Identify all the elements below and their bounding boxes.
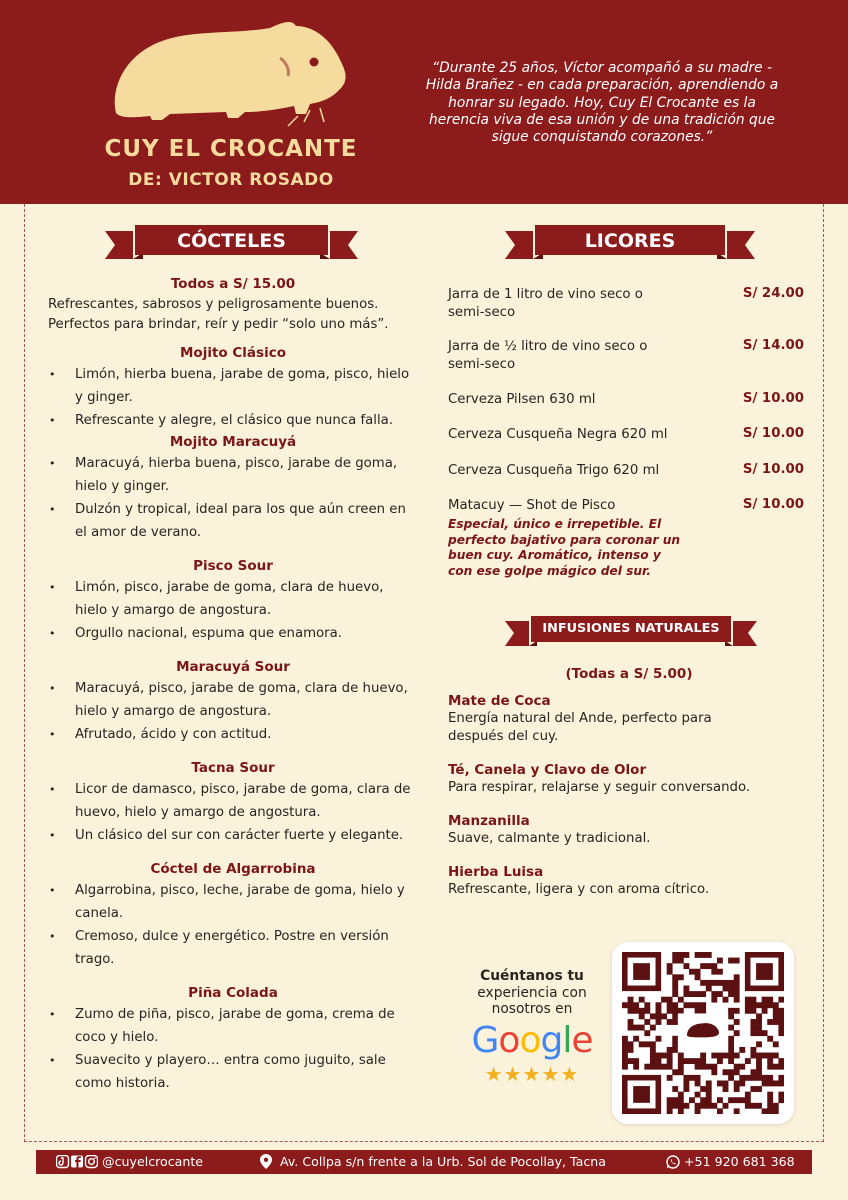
liquor-price: S/ 10.00 [742,426,804,441]
licores-banner [505,225,755,261]
google-review-block [466,968,598,1085]
cocteles-banner [105,225,358,261]
cocktail-item [48,983,418,1095]
infusion-name: Hierba Luisa [448,864,544,880]
liquor-note: Especial, único e irrepetible. El perfecto bajativo para coronar un buen cuy. Aromático, intenso y con ese golpe mágico del sur. [448,517,681,578]
cocktail-name: Mojito Clásico [180,345,286,361]
liquor-price: S/ 10.00 [742,497,804,512]
cocktail-bullet: • Licor de damasco, pisco, jarabe de goma, clara de huevo, hielo y amargo de angostura. [48,778,418,824]
footer-address-text: Av. Collpa s/n frente a la Urb. Sol de Pocollay, Tacna [280,1154,606,1169]
cocktail-name: Maracuyá Sour [176,659,290,675]
liquor-price: S/ 10.00 [742,391,804,406]
infusion-desc: Para respirar, relajarse y seguir conversando. [448,780,751,795]
liquor-name: Jarra de 1 litro de vino seco o semi-seco [448,287,643,320]
liquor-name: Cerveza Pilsen 630 ml [448,392,596,407]
infusion-item [448,864,810,899]
liquor-price: S/ 10.00 [742,462,804,477]
google-logo: Google [471,1020,593,1061]
cocktail-item [48,859,418,971]
cocktail-name: Pisco Sour [193,558,273,574]
cocktail-bullet: • Cremoso, dulce y energético. Postre en versión trago. [48,925,418,971]
footer-social-handle: @cuyelcrocante [102,1154,204,1169]
infusiones-title: INFUSIONES NATURALES [542,621,720,636]
infusion-item [448,693,810,745]
footer-address [260,1154,606,1169]
whatsapp-icon [666,1155,680,1169]
cocktail-item [48,343,418,432]
cocktail-item [48,432,418,544]
liquor-price: S/ 14.00 [742,338,804,353]
cocktail-bullet: • Refrescante y alegre, el clásico que nunca falla. [48,409,418,432]
guinea-pig-silhouette-icon [110,18,355,128]
cocteles-description: Refrescantes, sabrosos y peligrosamente buenos. Perfectos para brindar, reír y pedir “solo uno más”. [48,297,389,332]
infusiones-banner [505,616,757,652]
cocktail-name: Tacna Sour [191,760,275,776]
brand-name: CUY EL CROCANTE [104,136,358,162]
social-media-icons [56,1155,98,1169]
footer-bar [36,1150,812,1174]
infusion-name: Manzanilla [448,813,530,829]
cocktail-bullet: • Afrutado, ácido y con actitud. [48,723,418,746]
qr-card[interactable] [612,942,794,1124]
cocktail-bullet: • Algarrobina, pisco, leche, jarabe de goma, hielo y canela. [48,879,418,925]
cocktail-bullet: • Suavecito y playero… entra como juguito, sale como historia. [48,1049,418,1095]
cocteles-price-note: Todos a S/ 15.00 [170,276,296,292]
cocteles-title: CÓCTELES [177,230,286,252]
qr-code-icon[interactable] [622,952,784,1114]
header-quote: “Durante 25 años, Víctor acompañó a su madre - Hilda Brañez - en cada preparación, aprendiendo a honrar su legado. Hoy, Cuy El Crocante es la herencia viva de esa unión y de una tradición que sigue conquistando corazones.” [425,60,779,146]
cocktail-bullet: • Maracuyá, pisco, jarabe de goma, clara de huevo, hielo y amargo de angostura. [48,677,418,723]
cocktail-item [48,758,418,847]
cocktail-name: Mojito Maracuyá [169,434,297,450]
cocteles-section [48,276,418,1095]
cocktail-bullet: • Dulzón y tropical, ideal para los que aún creen en el amor de verano. [48,498,418,544]
infusion-desc: Refrescante, ligera y con aroma cítrico. [448,882,710,897]
header-band [0,0,848,204]
footer-social[interactable] [56,1154,203,1169]
cocktail-bullet: • Orgullo nacional, espuma que enamora. [48,622,418,645]
licores-title: LICORES [584,230,676,252]
cocktail-name: Cóctel de Algarrobina [150,861,316,877]
infusion-item [448,762,810,797]
infusiones-price-note: (Todas a S/ 5.00) [565,666,693,682]
liquor-name: Cerveza Cusqueña Negra 620 ml [448,427,668,442]
infusion-item [448,813,810,848]
infusion-name: Mate de Coca [448,693,551,709]
cocktail-item [48,556,418,645]
cocktail-bullet: • Limón, hierba buena, jarabe de goma, pisco, hielo y ginger. [48,363,418,409]
footer-phone-text: +51 920 681 368 [684,1154,795,1169]
brand-subtitle: DE: VICTOR ROSADO [128,170,334,190]
infusion-desc: Energía natural del Ande, perfecto para después del cuy. [448,711,712,744]
cocktail-bullet: • Zumo de piña, pisco, jarabe de goma, crema de coco y hielo. [48,1003,418,1049]
infusion-desc: Suave, calmante y tradicional. [448,831,651,846]
cocktail-name: Piña Colada [188,985,278,1001]
liquor-name: Matacuy — Shot de Pisco [448,498,616,513]
location-pin-icon [260,1154,272,1169]
infusion-name: Té, Canela y Clavo de Olor [448,762,647,778]
liquor-price: S/ 24.00 [742,286,804,301]
footer-phone[interactable] [666,1154,795,1169]
rating-stars: ★★★★★ [484,1062,580,1086]
liquor-name: Jarra de ½ litro de vino seco o semi-seco [448,339,648,372]
review-text: experiencia con nosotros en [477,985,587,1017]
cocktail-bullet: • Maracuyá, hierba buena, pisco, jarabe de goma, hielo y ginger. [48,452,418,498]
cocktail-item [48,657,418,746]
cocktail-bullet: • Limón, pisco, jarabe de goma, clara de huevo, hielo y amargo de angostura. [48,576,418,622]
liquor-name: Cerveza Cusqueña Trigo 620 ml [448,463,660,478]
review-title: Cuéntanos tu [480,968,584,984]
cocktail-bullet: • Un clásico del sur con carácter fuerte y elegante. [48,824,418,847]
